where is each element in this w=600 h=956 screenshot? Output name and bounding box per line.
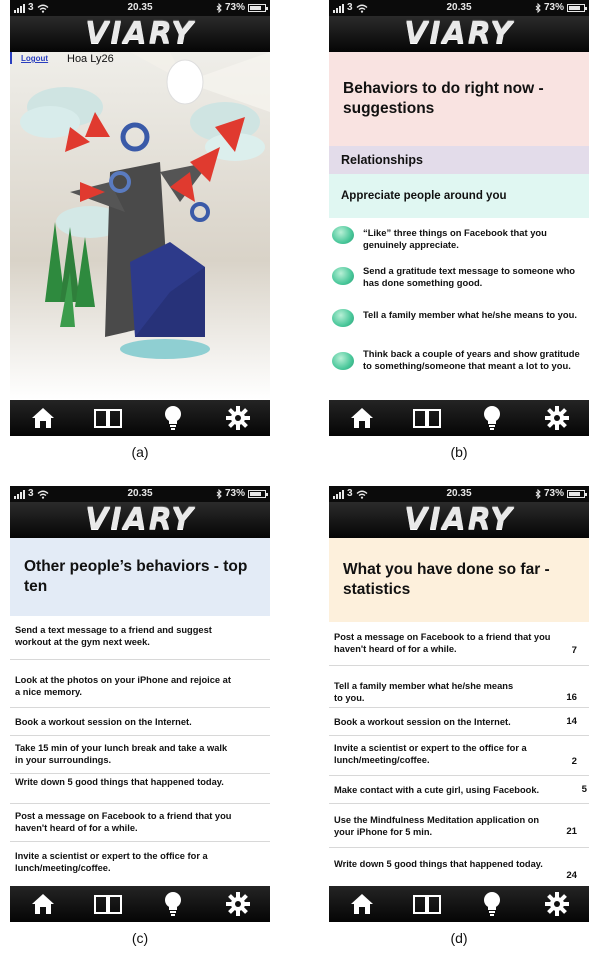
behavior-item[interactable] [10, 618, 270, 660]
stat-item[interactable] [329, 624, 589, 666]
book-icon [412, 893, 442, 915]
behavior-item[interactable] [10, 842, 270, 886]
tab-bar [10, 886, 270, 922]
suggestion-item[interactable] [329, 263, 589, 305]
home-icon [349, 406, 375, 430]
tab-diary[interactable] [92, 403, 124, 433]
behavior-text: Send a text message to a friend and suggest workout at the gym next week. [15, 625, 212, 648]
stat-count: 24 [566, 870, 577, 881]
tab-settings[interactable] [222, 403, 254, 433]
tab-bar [329, 886, 589, 922]
app-header [10, 16, 270, 52]
suggestion-text: Think back a couple of years and show gratitude to something/someone that meant a lot to you. [363, 348, 580, 372]
stat-count: 2 [571, 756, 577, 767]
behavior-text: Take 15 min of your lunch break and take a walk in your surroundings. [15, 743, 228, 766]
app-logo: VIARY [85, 502, 195, 537]
battery-icon [248, 4, 266, 12]
suggestion-text: Send a gratitude text message to someone who has done something good. [363, 265, 576, 289]
suggestion-bullet-icon [332, 267, 354, 285]
page-title: Behaviors to do right now - suggestions [343, 79, 544, 117]
caption-c: (c) [131, 930, 149, 946]
behavior-item[interactable] [10, 660, 270, 708]
paper-tree-illustration [10, 52, 270, 400]
stat-count: 5 [581, 784, 587, 795]
suggestion-item[interactable] [329, 346, 589, 400]
suggestion-bullet-icon [332, 309, 354, 327]
lightbulb-icon [163, 891, 183, 917]
page-title: What you have done so far - statistics [343, 560, 550, 598]
stat-count: 14 [566, 716, 577, 727]
status-bar [329, 0, 589, 16]
book-icon [93, 893, 123, 915]
status-right [535, 0, 585, 16]
stat-item[interactable] [329, 736, 589, 776]
clock: 20.35 [127, 2, 153, 13]
suggestion-item[interactable] [329, 306, 589, 346]
subcategory-appreciate[interactable] [329, 174, 589, 218]
app-logo: VIARY [404, 16, 514, 51]
suggestion-bullet-icon [332, 352, 354, 370]
subcategory-label: Appreciate people around you [341, 190, 507, 202]
gear-icon [544, 891, 570, 917]
caption-b: (b) [450, 444, 468, 460]
battery-percent: 73% [543, 488, 564, 499]
tab-home[interactable] [346, 889, 378, 919]
clock: 20.35 [446, 2, 472, 13]
page-header [329, 52, 589, 146]
battery-icon [567, 4, 585, 12]
app-header [329, 502, 589, 538]
status-right [216, 486, 266, 502]
stat-text: Use the Mindfulness Meditation application on your iPhone for 5 min. [334, 815, 540, 838]
bluetooth-icon [216, 3, 222, 13]
screen-b-suggestions [329, 0, 589, 436]
status-bar [329, 486, 589, 502]
behavior-item[interactable] [10, 774, 270, 804]
page-title: Other people’s behaviors - top ten [24, 557, 248, 595]
stat-text: Post a message on Facebook to a friend that you haven't heard of for a while. [334, 632, 551, 655]
caption-a: (a) [131, 444, 149, 460]
username-label: Hoa Ly26 [67, 53, 114, 65]
category-label: Relationships [341, 153, 423, 167]
category-relationships[interactable] [329, 146, 589, 174]
stat-count: 16 [566, 692, 577, 703]
screen-c-top-ten [10, 486, 270, 922]
logout-link[interactable]: Logout [21, 54, 49, 63]
stat-text: Make contact with a cute girl, using Facebook. [334, 785, 540, 795]
carrier-label: 3 [347, 488, 353, 499]
tab-diary[interactable] [411, 889, 443, 919]
behavior-text: Book a workout session on the Internet. [15, 717, 192, 727]
battery-percent: 73% [224, 488, 245, 499]
carrier-label: 3 [347, 2, 353, 13]
carrier-label: 3 [28, 488, 34, 499]
tab-settings[interactable] [541, 889, 573, 919]
tab-suggestions[interactable] [476, 889, 508, 919]
status-bar [10, 486, 270, 502]
book-icon [93, 407, 123, 429]
behavior-text: Write down 5 good things that happened today. [15, 777, 224, 787]
battery-percent: 73% [224, 2, 245, 13]
stat-item[interactable] [329, 708, 589, 736]
tab-bar [10, 400, 270, 436]
suggestion-text: “Like” three things on Facebook that you genuinely appreciate. [363, 227, 547, 251]
battery-icon [248, 490, 266, 498]
lightbulb-icon [482, 405, 502, 431]
page-header [10, 538, 270, 616]
stat-count: 21 [566, 826, 577, 837]
app-logo: VIARY [404, 502, 514, 537]
app-header [329, 16, 589, 52]
stat-count: 7 [571, 645, 577, 656]
status-right [535, 486, 585, 502]
home-icon [349, 892, 375, 916]
caption-d: (d) [450, 930, 468, 946]
tab-home[interactable] [27, 403, 59, 433]
battery-icon [567, 490, 585, 498]
stat-item[interactable] [329, 804, 589, 848]
bluetooth-icon [535, 3, 541, 13]
clock: 20.35 [127, 488, 153, 499]
battery-percent: 73% [543, 2, 564, 13]
app-header [10, 502, 270, 538]
screen-d-statistics [329, 486, 589, 922]
page-header [329, 538, 589, 622]
stat-text: Book a workout session on the Internet. [334, 717, 511, 727]
tab-diary[interactable] [92, 889, 124, 919]
stat-text: Invite a scientist or expert to the office for a lunch/meeting/coffee. [334, 743, 527, 766]
behavior-item[interactable] [10, 708, 270, 736]
gear-icon [225, 891, 251, 917]
app-logo: VIARY [85, 16, 195, 51]
gear-icon [544, 405, 570, 431]
tab-bar [329, 400, 589, 436]
bluetooth-icon [535, 489, 541, 499]
tab-settings[interactable] [222, 889, 254, 919]
tab-home[interactable] [346, 403, 378, 433]
screen-a-home [10, 0, 270, 436]
tab-suggestions[interactable] [476, 403, 508, 433]
status-right [216, 0, 266, 16]
suggestion-bullet-icon [332, 226, 354, 244]
suggestion-item[interactable] [329, 224, 589, 264]
stat-item[interactable] [329, 848, 589, 886]
behavior-text: Post a message on Facebook to a friend that you haven't heard of for a while. [15, 811, 232, 834]
stat-item[interactable] [329, 776, 589, 804]
home-icon [30, 406, 56, 430]
book-icon [412, 407, 442, 429]
behavior-text: Invite a scientist or expert to the office for a lunch/meeting/coffee. [15, 851, 208, 874]
tab-suggestions[interactable] [157, 403, 189, 433]
lightbulb-icon [163, 405, 183, 431]
tab-home[interactable] [27, 889, 59, 919]
suggestion-text: Tell a family member what he/she means to you. [363, 309, 577, 320]
home-icon [30, 892, 56, 916]
clock: 20.35 [446, 488, 472, 499]
tab-settings[interactable] [541, 403, 573, 433]
behavior-text: Look at the photos on your iPhone and rejoice at a nice memory. [15, 675, 231, 698]
tab-diary[interactable] [411, 403, 443, 433]
left-edge-marker [10, 52, 12, 64]
stat-text: Tell a family member what he/she means to you. [334, 681, 514, 704]
behavior-item[interactable] [10, 736, 270, 774]
lightbulb-icon [482, 891, 502, 917]
status-bar [10, 0, 270, 16]
gear-icon [225, 405, 251, 431]
home-hero [10, 52, 270, 400]
carrier-label: 3 [28, 2, 34, 13]
stat-text: Write down 5 good things that happened today. [334, 859, 543, 869]
tab-suggestions[interactable] [157, 889, 189, 919]
stat-item[interactable] [329, 666, 589, 708]
behavior-item[interactable] [10, 804, 270, 842]
bluetooth-icon [216, 489, 222, 499]
